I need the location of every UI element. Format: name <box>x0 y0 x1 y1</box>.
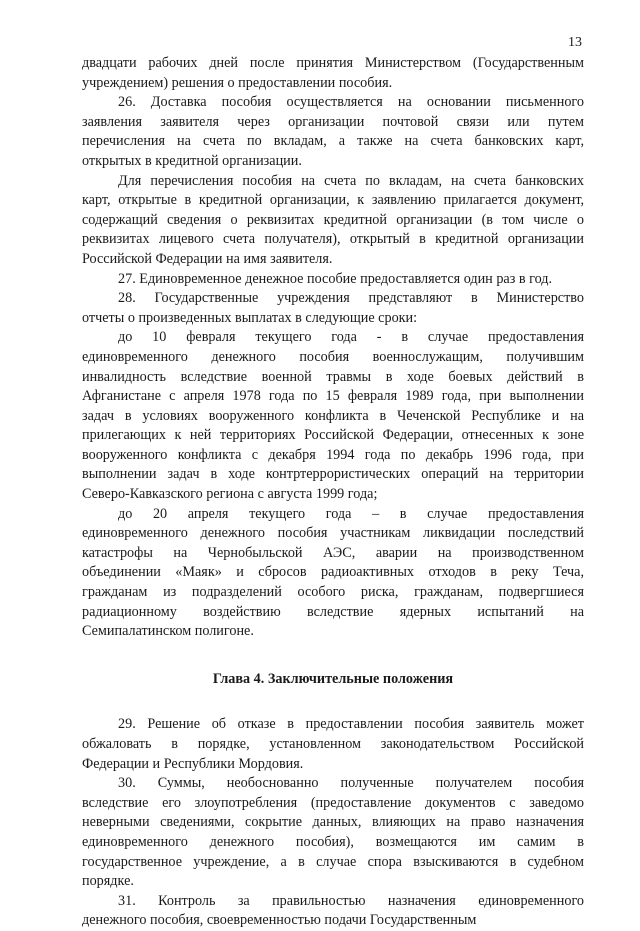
text-line: 29. Решение об отказе в предоставлении пособия заявитель может <box>118 716 584 733</box>
text-line: перечисления на счета по вкладам, а также на счета банковских карт, <box>82 133 584 150</box>
text-line: 30. Суммы, необоснованно полученные получателем пособия <box>118 775 584 792</box>
paragraph <box>82 774 584 892</box>
text-line: 31. Контроль за правильностью назначения единовременного <box>118 892 584 909</box>
text-line: задач в условиях вооруженного конфликта в Чеченской Республике и на <box>82 407 584 424</box>
text-line: двадцати рабочих дней после принятия Министерством (Государственным <box>82 55 584 71</box>
text-line: 26. Доставка пособия осуществляется на основании письменного <box>118 94 584 111</box>
text-line: содержащий сведения о реквизитах кредитной организации (в том числе о <box>82 211 584 228</box>
paragraph <box>82 270 584 290</box>
paragraph <box>82 892 584 931</box>
paragraph <box>82 93 584 171</box>
text-line: 27. Единовременное денежное пособие предоставляется один раз в год. <box>118 270 553 287</box>
paragraph <box>82 289 584 328</box>
text-line: государственное учреждение, а в случае спора взыскиваются в судебном <box>82 853 584 870</box>
text-line: Семипалатинском полигоне. <box>82 623 254 640</box>
text-line: карт, открытые в кредитной организации, к заявлению прилагается документ, <box>82 192 584 209</box>
text-line: единовременного денежного пособия военнослужащим, получившим <box>82 348 584 365</box>
text-line: инвалидность вследствие военной травмы в ходе боевых действий в <box>82 368 584 385</box>
text-line: Северо-Кавказского региона с августа 1999 года; <box>82 486 378 503</box>
text-line: до 10 февраля текущего года - в случае предоставления <box>118 329 584 346</box>
text-line: 28. Государственные учреждения представляют в Министерство <box>118 290 584 307</box>
text-line: обжаловать в порядке, установленном законодательством Российской <box>82 736 584 752</box>
text-line: Для перечисления пособия на счета по вкладам, на счета банковских <box>118 172 584 189</box>
text-line: денежного пособия, своевременностью подачи Государственным <box>82 912 477 929</box>
paragraph <box>82 715 584 774</box>
page-number: 13 <box>568 35 582 50</box>
text-line: отчеты о произведенных выплатах в следующие сроки: <box>82 309 418 326</box>
text-line: реквизитах лицевого счета получателя), открытый в кредитной организации <box>82 231 584 248</box>
text-line: радиационному воздействию вследствие ядерных испытаний на <box>82 603 584 620</box>
text-line: порядке. <box>82 873 134 890</box>
document-body <box>82 54 584 931</box>
text-line: до 20 апреля текущего года – в случае предоставления <box>118 505 584 522</box>
text-line: гражданам из подразделений особого риска, гражданам, подвергшиеся <box>82 584 584 601</box>
text-line: выполнении задач в ходе контртеррористических операций на территории <box>82 466 584 483</box>
text-line: Афганистане с апреля 1978 года по 15 февраля 1989 года, при выполнении <box>82 388 584 405</box>
text-line: вследствие его злоупотребления (предоставление документов с заведомо <box>82 794 584 811</box>
text-line: неверными сведениями, сокрытие данных, влияющих на право назначения <box>82 814 584 831</box>
paragraph <box>82 172 584 270</box>
paragraph <box>82 505 584 642</box>
text-line: единовременного денежного пособия), возмещаются им самим в <box>82 833 584 850</box>
text-line: прилегающих к ней территориях Российской Федерации, отнесенных к зоне <box>82 427 584 444</box>
paragraph <box>82 54 584 93</box>
text-line: учреждением) решения о предоставлении пособия. <box>82 74 393 91</box>
text-line: единовременного денежного пособия участникам ликвидации последствий <box>82 525 584 542</box>
paragraph <box>82 328 584 504</box>
text-line: Российской Федерации на имя заявителя. <box>82 250 333 267</box>
text-line: вооруженного конфликта с декабря 1994 года по декабрь 1996 года, при <box>82 446 584 463</box>
text-line: объединении «Маяк» и сбросов радиоактивных отходов в реку Теча, <box>82 564 584 581</box>
text-line: заявления заявителя через организации почтовой связи или путем <box>82 113 584 130</box>
text-line: Федерации и Республики Мордовия. <box>82 755 304 772</box>
chapter-heading: Глава 4. Заключительные положения <box>212 670 454 687</box>
text-line: катастрофы на Чернобыльской АЭС, аварии на производственном <box>82 544 584 561</box>
text-line: открытых в кредитной организации. <box>82 152 302 169</box>
